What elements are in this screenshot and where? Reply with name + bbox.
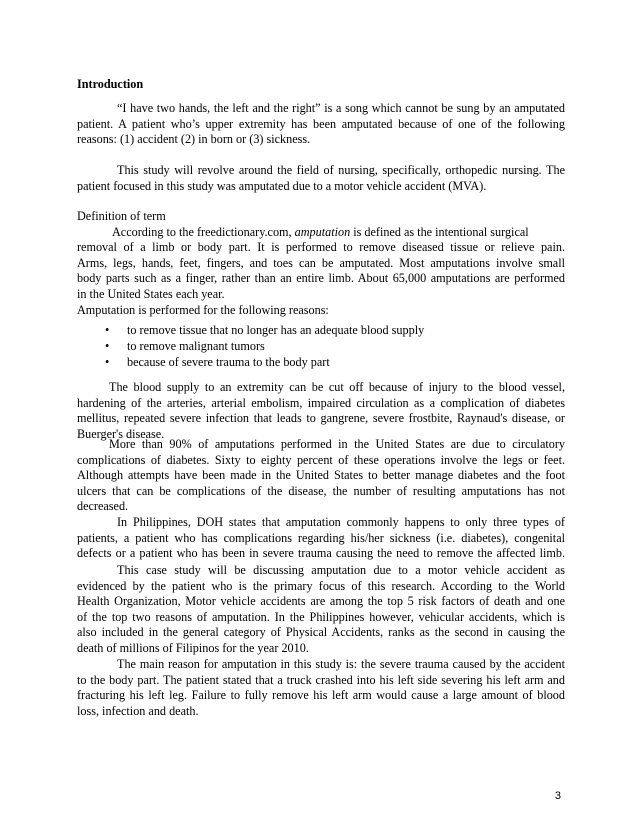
text-line: evidenced by the patient who is the primary focus of this research. According to the World — [77, 578, 565, 593]
text-line: “I have two hands, the left and the right” is a song which cannot be sung by an amputated — [117, 101, 565, 115]
text-line: This study will revolve around the field of nursing, specifically, orthopedic nursing. The — [117, 163, 565, 177]
reasons-intro: Amputation is performed for the following reasons: — [77, 302, 329, 317]
definition-heading: Definition of term — [77, 209, 166, 223]
text-line — [77, 225, 565, 241]
text-line: loss, infection and death. — [77, 703, 199, 718]
text-line: More than 90% of amputations performed in the United States are due to circulatory — [109, 437, 565, 451]
text-line: defects or a patient who has been in severe trauma causing the need to remove the affected limb. — [77, 546, 565, 561]
paragraph-main-reason — [77, 657, 565, 719]
reasons-list — [105, 323, 424, 371]
text-line: removal of a limb or body part. It is performed to remove diseased tissue or relieve pain. — [77, 240, 565, 255]
text-line: Although attempts have been made in the United States to better manage diabetes and the foot — [77, 468, 565, 483]
text-line: Health Organization, Motor vehicle accidents are among the top 5 risk factors of death and one — [77, 594, 565, 609]
text-line: The main reason for amputation in this study is: the severe trauma caused by the accident — [117, 657, 565, 671]
text-line: In Philippines, DOH states that amputation commonly happens to only three types of — [117, 515, 565, 529]
text-line: patient focused in this study was amputated due to a motor vehicle accident (MVA). — [77, 178, 487, 193]
text-line: to the body part. The patient stated that a truck crashed into his left side severing his left arm and — [77, 672, 565, 687]
text-line: mellitus, repeated severe infection that leads to gangrene, severe frostbite, Raynaud's disease, or — [77, 411, 565, 426]
text-line: patients, a patient who has complications regarding his/her sickness (i.e. diabetes), congenital — [77, 530, 565, 545]
text-line: death of millions of Filipinos for the year 2010. — [77, 640, 309, 655]
list-item: • because of severe trauma to the body part — [105, 355, 424, 371]
text-line: The blood supply to an extremity can be cut off because of injury to the blood vessel, — [109, 380, 565, 394]
definition-text: is defined as the intentional surgical — [350, 224, 529, 239]
text-line: complications of diabetes. Sixty to eighty percent of these operations involve the legs or feet. — [77, 452, 565, 467]
text-line: decreased. — [77, 499, 129, 514]
paragraph-philippines — [77, 515, 565, 562]
text-line: body parts such as a finger, rather than an entire limb. About 65,000 amputations are performed — [77, 271, 565, 286]
list-item: • to remove malignant tumors — [105, 339, 424, 355]
text-line: fracturing his left leg. Failure to fully remove his left arm would cause a large amount of blood — [77, 688, 565, 703]
text-line: ulcers that can be complications of the disease, the number of resulting amputations has not — [77, 483, 565, 498]
definition-term: amputation — [294, 224, 351, 239]
page-number: 3 — [554, 790, 561, 802]
text-line: of the top two reasons of amputation. In the Philippines however, vehicular accidents, which is — [77, 609, 565, 624]
text-line: Arms, legs, hands, feet, fingers, and toes can be amputated. Most amputations involve small — [77, 255, 565, 270]
text-line: reasons: (1) accident (2) in born or (3) sickness. — [77, 132, 311, 147]
text-line: in the United States each year. — [77, 286, 225, 301]
section-heading: Introduction — [77, 77, 144, 91]
text-line: patient. A patient who’s upper extremity has been amputated because of one of the following — [77, 116, 565, 131]
paragraph-blood-supply — [77, 380, 565, 442]
text-line: Buerger's disease. — [77, 426, 165, 441]
paragraph-definition — [77, 209, 565, 318]
definition-source: According to the freedictionary.com, — [112, 224, 292, 239]
text-line: hardening of the arteries, arterial embolism, impaired circulation as a complication of diabetes — [77, 395, 565, 410]
paragraph-case-study — [77, 563, 565, 657]
text-line: This case study will be discussing amputation due to a motor vehicle accident as — [117, 563, 565, 577]
text-line: also included in the general category of Physical Accidents, ranks as the second in causing the — [77, 625, 565, 640]
paragraph-diabetes — [77, 437, 565, 515]
paragraph-study-scope — [77, 163, 565, 194]
paragraph-song — [77, 101, 565, 148]
list-item: • to remove tissue that no longer has an adequate blood supply — [105, 323, 424, 339]
